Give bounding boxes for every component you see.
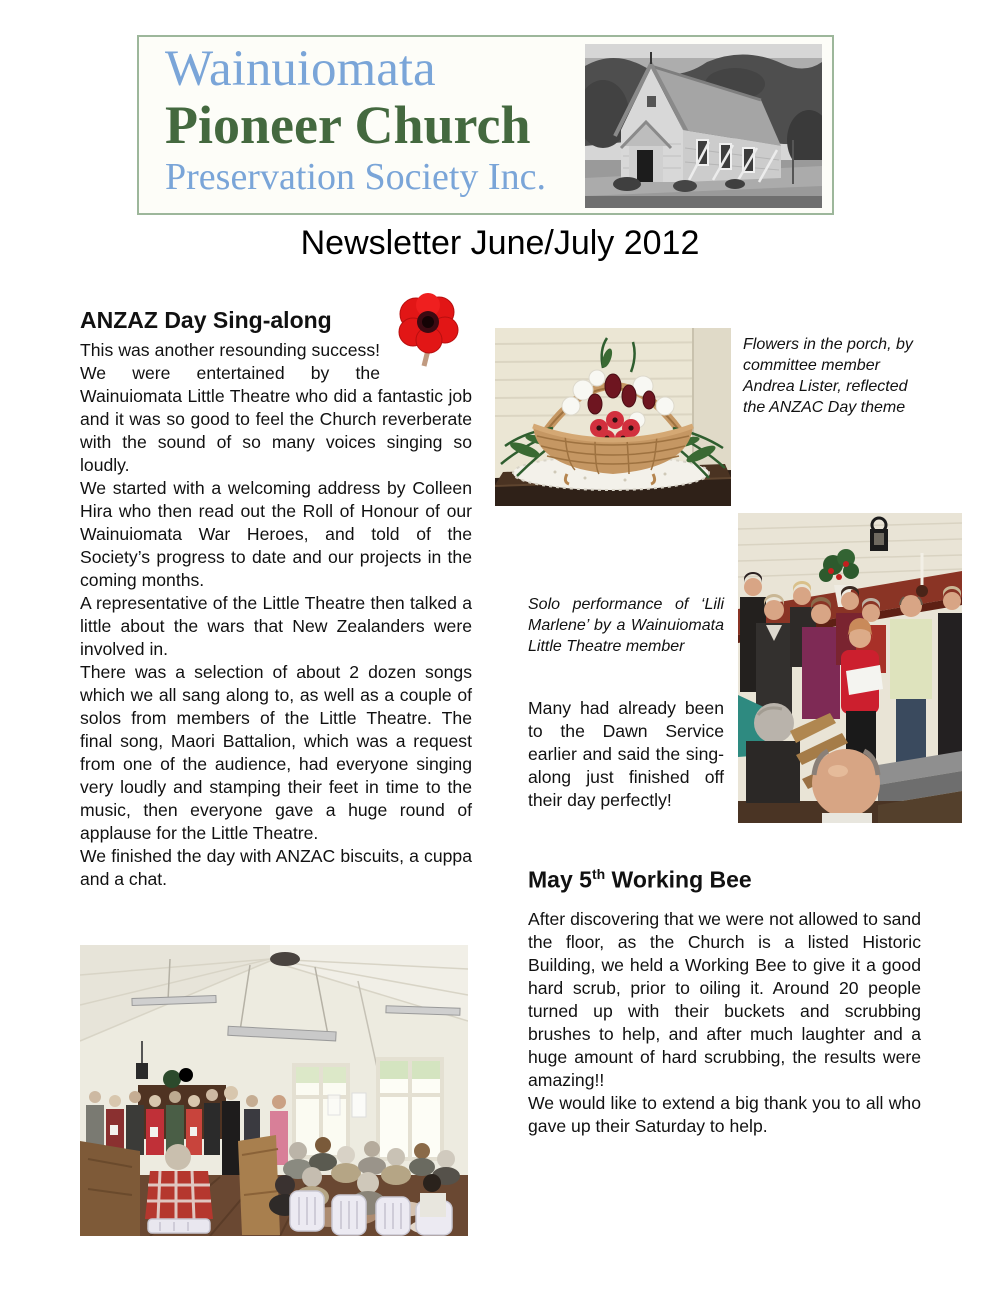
flowers-caption: Flowers in the porch, by committee member Andrea Lister, reflected the ANZAC Day theme: [743, 336, 913, 416]
solo-performance-photo: [738, 513, 962, 823]
working-bee-paragraph-2: We would like to extend a big thank you to all who gave up their Saturday to help.: [528, 1093, 921, 1136]
dawn-service-paragraph: Many had already been to the Dawn Service earlier and said the sing-along just finished off their day perfectly!: [528, 698, 724, 810]
anzac-paragraph-4: There was a selection of about 2 dozen songs which we all sang along to, as well as a couple of solos from members of the Little Theatre. The final song, Maori Battalion, which was a request from one of the audience, had everyone singing very loudly and stamping their feet in time to the music, then everyone gave a huge round of applause for the Little Theatre.: [80, 662, 472, 843]
congregation-photo: [80, 945, 468, 1236]
working-bee-heading-pre: May 5: [528, 866, 592, 893]
working-bee-heading-post: Working Bee: [605, 866, 752, 893]
working-bee-body: [528, 908, 921, 1138]
anzac-paragraph-1: This was another resounding success! We were entertained by the Wainuiomata Little Theatre who did a fantastic job and it was so good to feel the Church reverberate with the sound of so many voices singing so loudly.: [80, 340, 472, 475]
anzac-paragraph-2: We started with a welcoming address by Colleen Hira who then read out the Roll of Honour of our Wainuiomata War Heroes, and told of the Society’s progress to date and our projects in the coming months.: [80, 478, 472, 590]
anzac-paragraph-3: A representative of the Little Theatre then talked a little about the wars that New Zealanders were involved in.: [80, 593, 472, 659]
poppy-icon: [386, 286, 466, 368]
solo-caption: Solo performance of ‘Lili Marlene’ by a Wainuiomata Little Theatre member: [528, 596, 724, 655]
page-title: Newsletter June/July 2012: [300, 224, 700, 262]
logo-name-line2: Pioneer Church: [165, 95, 531, 155]
poppy-image-wrap: [380, 306, 472, 382]
society-logo-text: [165, 41, 546, 201]
logo-name-line3: Preservation Society Inc.: [165, 156, 546, 198]
anzac-heading: ANZAZ Day Sing-along: [80, 307, 332, 333]
working-bee-heading-sup: th: [591, 866, 606, 882]
anzac-paragraph-5: We finished the day with ANZAC biscuits, a cuppa and a chat.: [80, 846, 472, 889]
flower-basket-photo: [495, 328, 731, 506]
working-bee-paragraph-1: After discovering that we were not allowed to sand the floor, as the Church is a listed Historic Building, we held a Working Bee to give it a good hard scrub, prior to oiling it. Around 20 people turned up with their buckets and scrubbing brushes to help, and after much laughter and a huge amount of hard scrubbing, the results were amazing!!: [528, 909, 921, 1090]
logo-name-line1: Wainuiomata: [165, 41, 436, 97]
anzac-article: [80, 306, 472, 891]
working-bee-heading: [528, 866, 752, 894]
society-logo: [137, 35, 834, 215]
church-bw-photo: [585, 44, 822, 208]
